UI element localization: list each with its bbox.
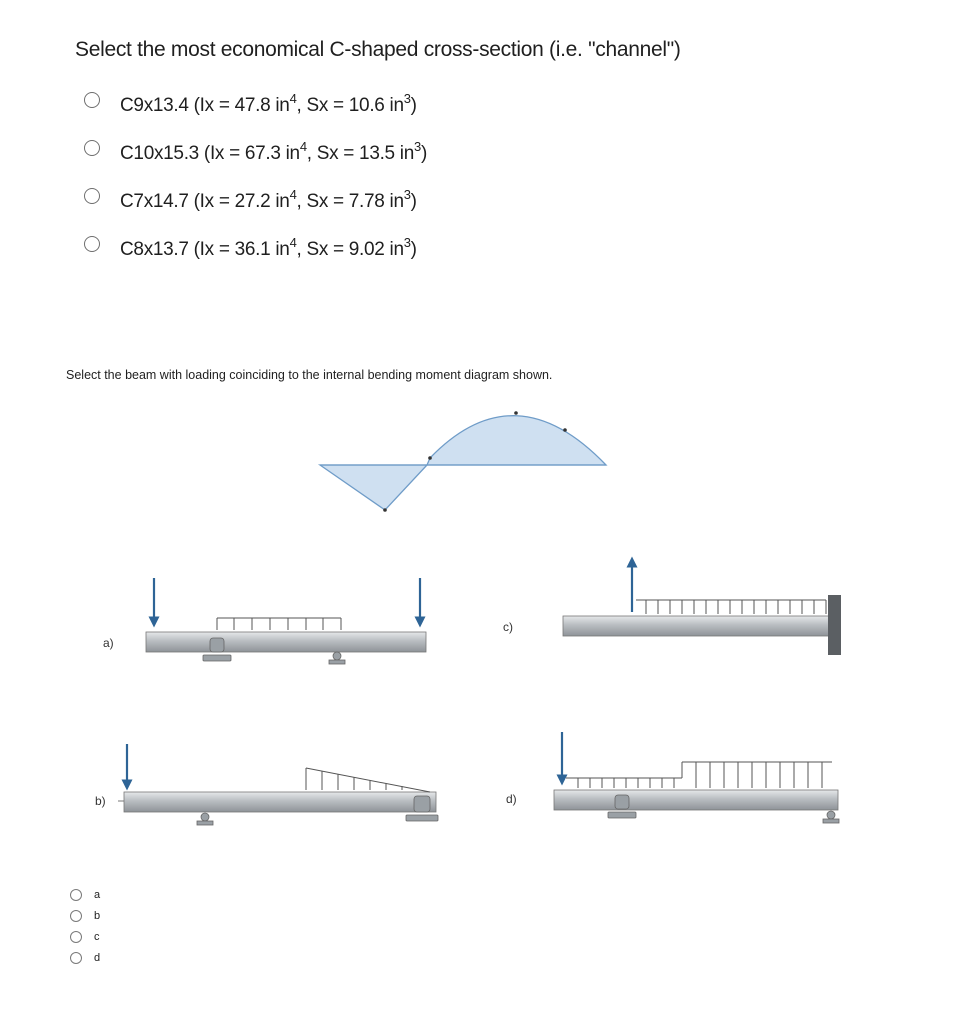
positive-moment-region [427, 416, 606, 465]
beam-body [146, 632, 426, 652]
pin-support [608, 795, 636, 818]
roller-support [329, 652, 345, 664]
beam-body [124, 792, 436, 812]
beam-label-a: a) [103, 636, 114, 650]
triangular-load [306, 768, 430, 792]
beam-d [554, 732, 839, 823]
radio-button[interactable] [84, 92, 100, 108]
option-label: C9x13.4 (Ix = 47.8 $in^4$, Sx = 10.6 $in^3$) [120, 91, 417, 116]
radio-button[interactable] [70, 952, 82, 964]
moment-point [563, 428, 567, 432]
radio-button[interactable] [70, 889, 82, 901]
distributed-load [566, 762, 832, 788]
pin-support [203, 638, 231, 661]
radio-button[interactable] [84, 140, 100, 156]
moment-point [383, 508, 387, 512]
question1-option[interactable] [84, 130, 427, 178]
question1-option[interactable] [84, 82, 427, 130]
beam-body [563, 616, 829, 636]
beam-label-d: d) [506, 792, 517, 806]
option-label: b [94, 909, 101, 922]
question1-prompt: Select the most economical C-shaped cross-section (i.e. "channel") [75, 38, 681, 61]
radio-button[interactable] [70, 931, 82, 943]
radio-button[interactable] [84, 236, 100, 252]
beam-body [554, 790, 838, 810]
question2-option[interactable] [70, 905, 100, 926]
fixed-wall [828, 595, 841, 655]
option-label: C8x13.7 (Ix = 36.1 $in^4$, Sx = 9.02 $in^3$) [120, 235, 417, 260]
radio-button[interactable] [84, 188, 100, 204]
option-label: c [94, 930, 100, 943]
beam-label-c: c) [503, 620, 513, 634]
beam-label-b: b) [95, 794, 106, 808]
question2-option[interactable] [70, 884, 100, 905]
question2-options [70, 884, 100, 968]
radio-button[interactable] [70, 910, 82, 922]
option-label: C10x15.3 (Ix = 67.3 $in^4$, Sx = 13.5 $in^3$) [120, 139, 427, 164]
question2-option[interactable] [70, 947, 100, 968]
beam-b [118, 744, 438, 825]
beam-c [563, 562, 841, 655]
question2-prompt: Select the beam with loading coinciding to the internal bending moment diagram shown. [66, 368, 553, 382]
distributed-load [217, 618, 341, 630]
question1-options [84, 82, 427, 274]
roller-support [823, 811, 839, 823]
moment-point [514, 411, 518, 415]
question2-option[interactable] [70, 926, 100, 947]
moment-point [428, 456, 432, 460]
pin-support [406, 796, 438, 821]
question1-option[interactable] [84, 226, 427, 274]
beam-a [146, 578, 426, 664]
negative-moment-region [320, 465, 427, 510]
question1-option[interactable] [84, 178, 427, 226]
option-label: d [94, 951, 101, 964]
roller-support [197, 813, 213, 825]
option-label: a [94, 888, 101, 901]
option-label: C7x14.7 (Ix = 27.2 $in^4$, Sx = 7.78 $in^3$) [120, 187, 417, 212]
bending-moment-diagram [320, 411, 606, 512]
distributed-load [636, 600, 826, 614]
